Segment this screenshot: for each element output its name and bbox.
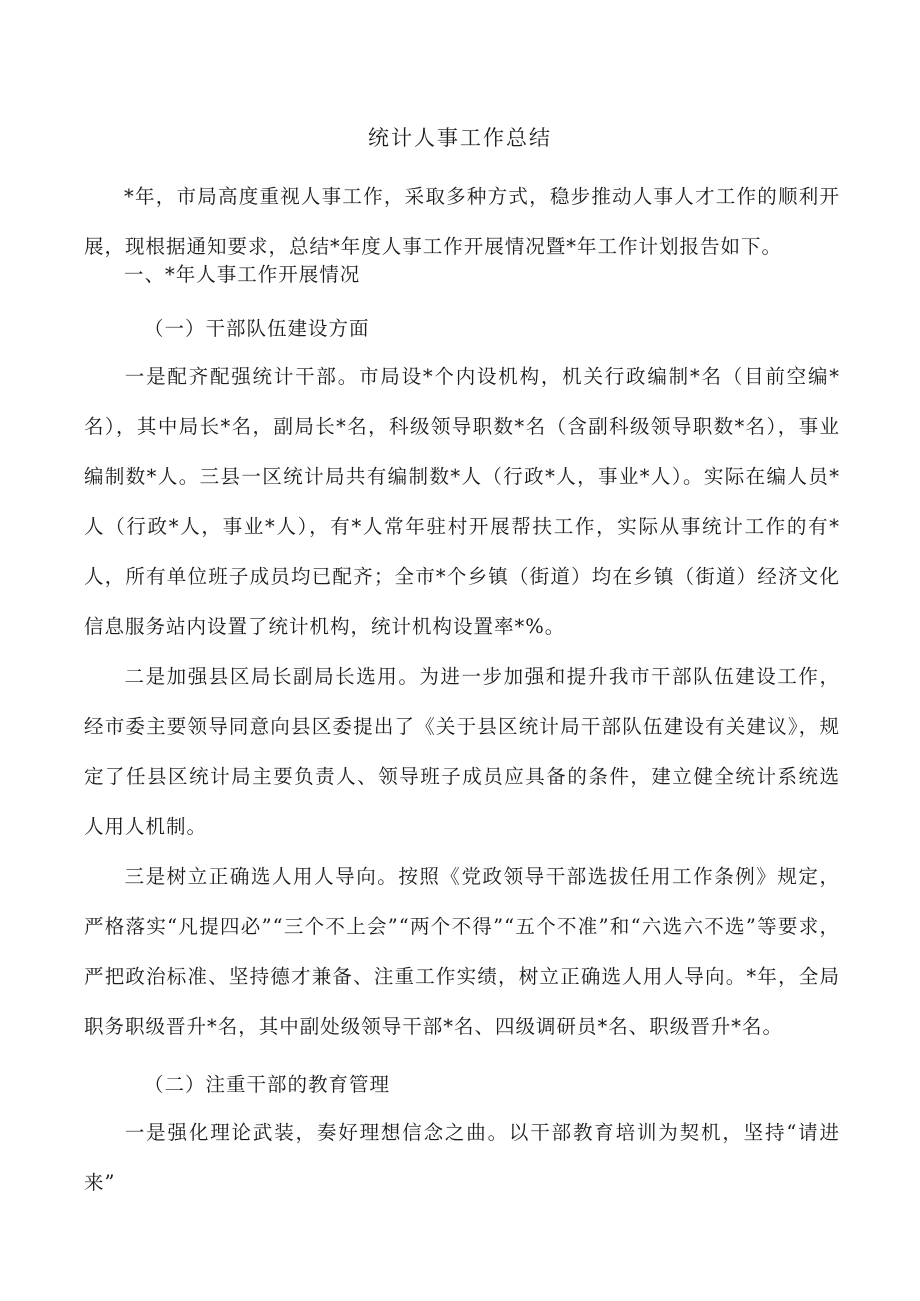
- section-1-heading: 一、*年人事工作开展情况: [124, 263, 361, 286]
- subsection-2-heading: （二）注重干部的教育管理: [144, 1073, 391, 1096]
- paragraph-1-text: 一是配齐配强统计干部。市局设*个内设机构，机关行政编制*名（目前空编*名），其中局长*名，副局长*名，科级领导职数*名（含副科级领导职数*名），事业编制数*人。三县一区统计局共有编制数*人（行政*人，事业*人）。实际在编人员*人（行政*人，事业*人），有*人常年驻村开展帮扶工作，实际从事统计工作的有*人，所有单位班子成员均已配齐；全市*个乡镇（街道）均在乡镇（街道）经济文化信息服务站内设置了统计机构，统计机构设置率*%。: [84, 365, 840, 638]
- intro-text: *年，市局高度重视人事工作，采取多种方式，稳步推动人事人才工作的顺利开展，现根据通知要求，总结*年度人事工作开展情况暨*年工作计划报告如下。: [84, 185, 840, 258]
- paragraph-2: [84, 652, 840, 852]
- document-title: 统计人事工作总结: [368, 126, 552, 150]
- intro-paragraph: [84, 172, 840, 272]
- paragraph-2-text: 二是加强县区局长副局长选用。为进一步加强和提升我市干部队伍建设工作，经市委主要领导同意向县区委提出了《关于县区统计局干部队伍建设有关建议》，规定了任县区统计局主要负责人、领导班子成员应具备的条件，建立健全统计系统选人用人机制。: [84, 665, 840, 838]
- subsection-1-heading: （一）干部队伍建设方面: [144, 317, 370, 340]
- paragraph-3-text: 三是树立正确选人用人导向。按照《党政领导干部选拔任用工作条例》规定，严格落实“凡提四必”“三个不上会”“两个不得”“五个不准”和“六选六不选”等要求，严把政治标准、坚持德才兼备、注重工作实绩，树立正确选人用人导向。*年，全局职务职级晋升*名，其中副处级领导干部*名、四级调研员*名、职级晋升*名。: [84, 865, 840, 1038]
- paragraph-3: [84, 852, 840, 1052]
- paragraph-4: [84, 1108, 840, 1208]
- paragraph-4-text: 一是强化理论武装，奏好理想信念之曲。以干部教育培训为契机，坚持“请进来”: [84, 1121, 840, 1194]
- paragraph-1: [84, 352, 840, 652]
